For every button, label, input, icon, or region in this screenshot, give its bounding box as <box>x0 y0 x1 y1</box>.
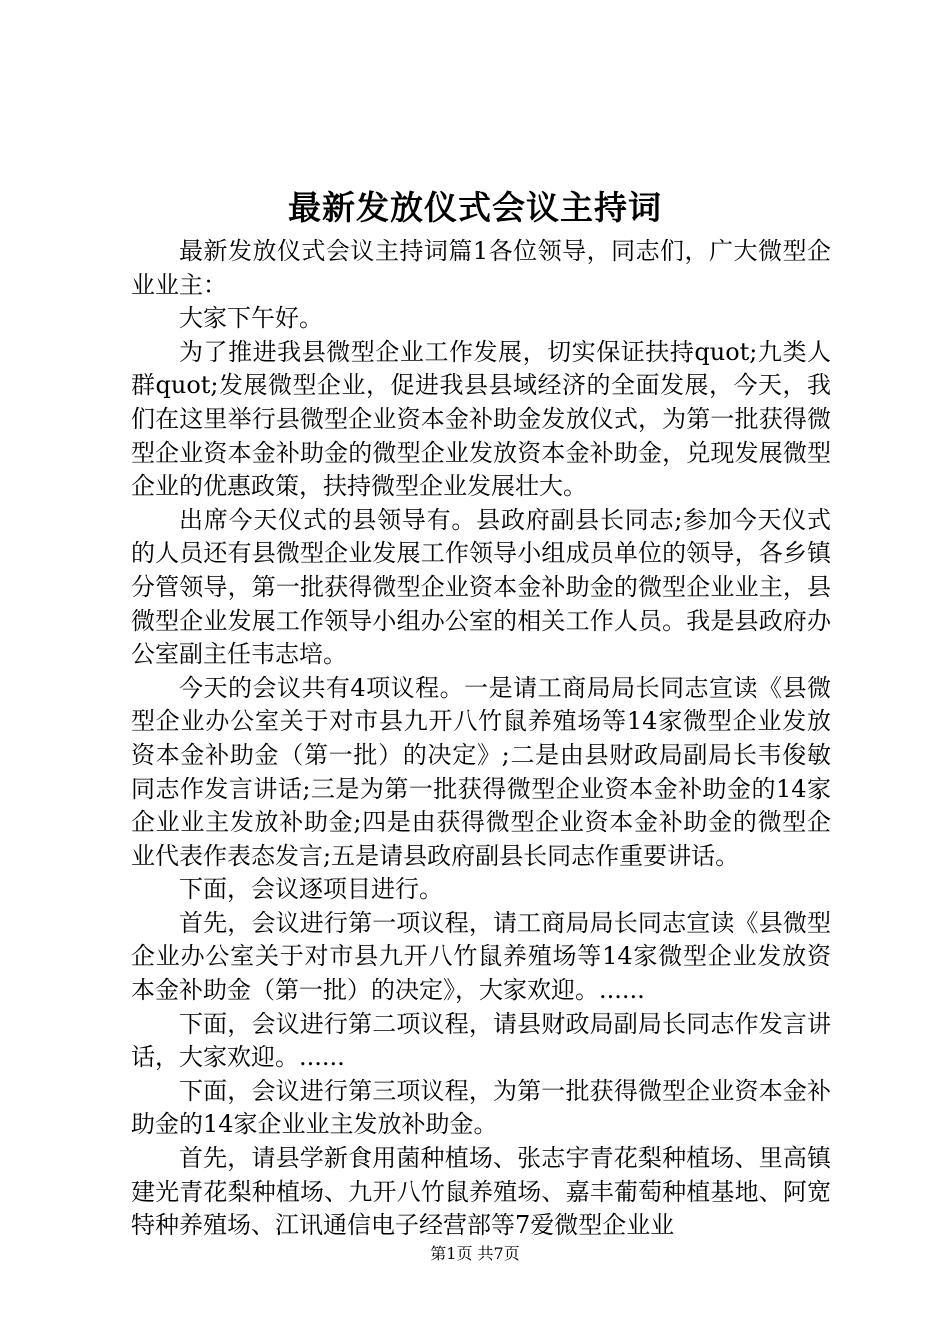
paragraph: 下面，会议逐项目进行。 <box>179 875 443 904</box>
paragraph: 下面，会议进行第二项议程，请县财政局副局长同志作发言讲话，大家欢迎。...... <box>131 1009 831 1072</box>
paragraph: 首先，请县学新食用菌种植场、张志宇青花梨种植场、里高镇建光青花梨种植场、九开八竹鼠养殖场、嘉丰葡萄种植基地、阿宽特种养殖场、江讯通信电子经营部等7爱微型企业业 <box>131 1144 831 1240</box>
page-footer: 第1页 共7页 <box>430 1244 520 1263</box>
paragraph: 首先，会议进行第一项议程，请工商局局长同志宣读《县微型企业办公室关于对市县九开八竹鼠养殖场等14家微型企业发放资本金补助金（第一批）的决定》，大家欢迎。...... <box>131 908 831 1005</box>
document-title: 最新发放仪式会议主持词 <box>288 188 662 227</box>
paragraph: 最新发放仪式会议主持词篇1各位领导，同志们，广大微型企业业主： <box>131 237 831 299</box>
paragraph: 为了推进我县微型企业工作发展，切实保证扶持quot;九类人群quot;发展微型企业，促进我县县域经济的全面发展，今天，我们在这里举行县微型企业资本金补助金发放仪式，为第一批获得微型企业资本金补助金的微型企业发放资本金补助金，兑现发展微型企业的优惠政策，扶持微型企业发展壮大。 <box>131 337 831 501</box>
document-body <box>131 235 831 1243</box>
paragraph: 大家下午好。 <box>179 304 323 333</box>
paragraph: 出席今天仪式的县领导有。县政府副县长同志;参加今天仪式的人员还有县微型企业发展工作领导小组成员单位的领导，各乡镇分管领导，第一批获得微型企业资本金补助金的微型企业业主，县微型企业发展工作领导小组办公室的相关工作人员。我是县政府办公室副主任韦志培。 <box>131 505 831 669</box>
paragraph: 下面，会议进行第三项议程，为第一批获得微型企业资本金补助金的14家企业业主发放补助金。 <box>131 1076 831 1139</box>
paragraph: 今天的会议共有4项议程。一是请工商局局长同志宣读《县微型企业办公室关于对市县九开八竹鼠养殖场等14家微型企业发放资本金补助金（第一批）的决定》;二是由县财政局副局长韦俊敏同志作发言讲话;三是为第一批获得微型企业资本金补助金的14家企业业主发放补助金;四是由获得微型企业资本金补助金的微型企业代表作表态发言;五是请县政府副县长同志作重要讲话。 <box>131 673 831 870</box>
